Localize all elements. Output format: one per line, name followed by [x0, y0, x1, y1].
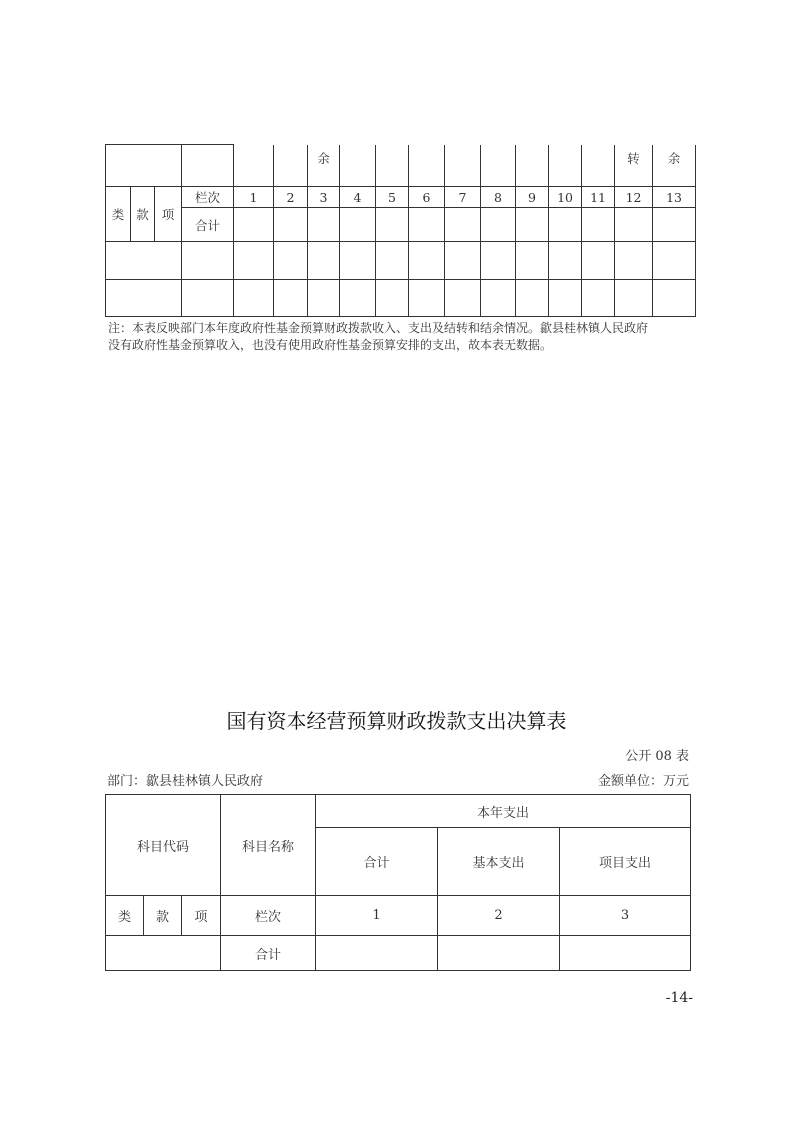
cell	[308, 242, 340, 280]
cell	[234, 208, 274, 242]
header-col-5	[376, 145, 409, 187]
cell	[106, 936, 221, 971]
col-number: 7	[445, 187, 481, 208]
page-number: -14-	[665, 990, 693, 1006]
cell	[481, 242, 516, 280]
header-code-cell	[106, 145, 182, 187]
cell	[582, 208, 615, 242]
lanci-row	[106, 896, 691, 936]
cell	[516, 208, 549, 242]
cell	[549, 280, 582, 317]
fund-budget-table	[105, 144, 696, 317]
cell	[409, 242, 445, 280]
cell	[549, 208, 582, 242]
unit-label: 金额单位：万元	[597, 774, 689, 789]
header-row	[106, 795, 691, 828]
header-col-3: 余	[308, 145, 340, 187]
cell	[445, 280, 481, 317]
col-number: 12	[615, 187, 653, 208]
cell	[182, 280, 234, 317]
header-row	[106, 145, 696, 187]
basic-expense-header: 基本支出	[438, 828, 560, 896]
empty-row	[106, 242, 696, 280]
cell	[234, 280, 274, 317]
department-label: 部门：歙县桂林镇人民政府	[107, 774, 264, 789]
cell	[316, 936, 438, 971]
header-col-4	[340, 145, 376, 187]
cell	[376, 280, 409, 317]
lanci-label: 栏次	[182, 187, 234, 208]
heji-label: 合计	[182, 208, 234, 242]
cell	[340, 208, 376, 242]
lei-label: 类	[106, 187, 131, 242]
cell	[615, 208, 653, 242]
header-col-7	[445, 145, 481, 187]
cell	[653, 242, 696, 280]
total-row	[106, 936, 691, 971]
cell	[582, 280, 615, 317]
total-row	[106, 208, 696, 242]
note-line-1: 注：本表反映部门本年度政府性基金预算财政拨款收入、支出及结转和结余情况。歙县桂林镇人民政府	[108, 321, 649, 335]
header-col-13: 余	[653, 145, 696, 187]
header-col-2	[274, 145, 308, 187]
table-id: 公开 08 表	[625, 749, 689, 764]
cell	[409, 280, 445, 317]
header-col-11	[582, 145, 615, 187]
cell	[274, 242, 308, 280]
cell	[409, 208, 445, 242]
cell	[481, 208, 516, 242]
col-number: 9	[516, 187, 549, 208]
lei-label: 类	[106, 896, 144, 936]
cell	[582, 242, 615, 280]
cell	[481, 280, 516, 317]
col-number: 3	[560, 896, 691, 936]
cell	[560, 936, 691, 971]
note-line-2: 没有政府性基金预算收入，也没有使用政府性基金预算安排的支出，故本表无数据。	[108, 338, 553, 352]
kuan-label: 款	[144, 896, 182, 936]
project-expense-header: 项目支出	[560, 828, 691, 896]
col-number: 1	[316, 896, 438, 936]
col-number: 2	[274, 187, 308, 208]
cell	[445, 208, 481, 242]
cell	[234, 242, 274, 280]
col-number: 1	[234, 187, 274, 208]
header-col-12: 转	[615, 145, 653, 187]
col-number: 3	[308, 187, 340, 208]
cell	[308, 280, 340, 317]
cell	[653, 280, 696, 317]
cell	[438, 936, 560, 971]
table-note	[108, 320, 698, 354]
lanci-label: 栏次	[221, 896, 316, 936]
header-col-1	[234, 145, 274, 187]
subject-code-header: 科目代码	[106, 795, 221, 896]
cell	[615, 242, 653, 280]
cell	[615, 280, 653, 317]
col-number: 8	[481, 187, 516, 208]
header-col-10	[549, 145, 582, 187]
cell	[549, 242, 582, 280]
cell	[274, 280, 308, 317]
cell	[274, 208, 308, 242]
header-name-cell	[182, 145, 234, 187]
current-year-expense-header: 本年支出	[316, 795, 691, 828]
cell	[516, 242, 549, 280]
col-number: 2	[438, 896, 560, 936]
cell	[340, 242, 376, 280]
col-number: 5	[376, 187, 409, 208]
state-capital-expense-table	[105, 794, 691, 971]
xiang-label: 项	[155, 187, 182, 242]
col-number: 13	[653, 187, 696, 208]
subject-name-header: 科目名称	[221, 795, 316, 896]
col-number: 10	[549, 187, 582, 208]
cell	[340, 280, 376, 317]
cell	[106, 242, 182, 280]
header-col-6	[409, 145, 445, 187]
cell	[182, 242, 234, 280]
kuan-label: 款	[131, 187, 155, 242]
col-number: 11	[582, 187, 615, 208]
header-col-9	[516, 145, 549, 187]
cell	[516, 280, 549, 317]
cell	[653, 208, 696, 242]
cell	[376, 208, 409, 242]
total-header: 合计	[316, 828, 438, 896]
cell	[445, 242, 481, 280]
col-number: 4	[340, 187, 376, 208]
col-number: 6	[409, 187, 445, 208]
header-col-8	[481, 145, 516, 187]
heji-label: 合计	[221, 936, 316, 971]
cell	[308, 208, 340, 242]
cell	[106, 280, 182, 317]
lanci-row	[106, 187, 696, 208]
cell	[376, 242, 409, 280]
xiang-label: 项	[182, 896, 221, 936]
empty-row	[106, 280, 696, 317]
table-title: 国有资本经营预算财政拨款支出决算表	[226, 709, 567, 733]
